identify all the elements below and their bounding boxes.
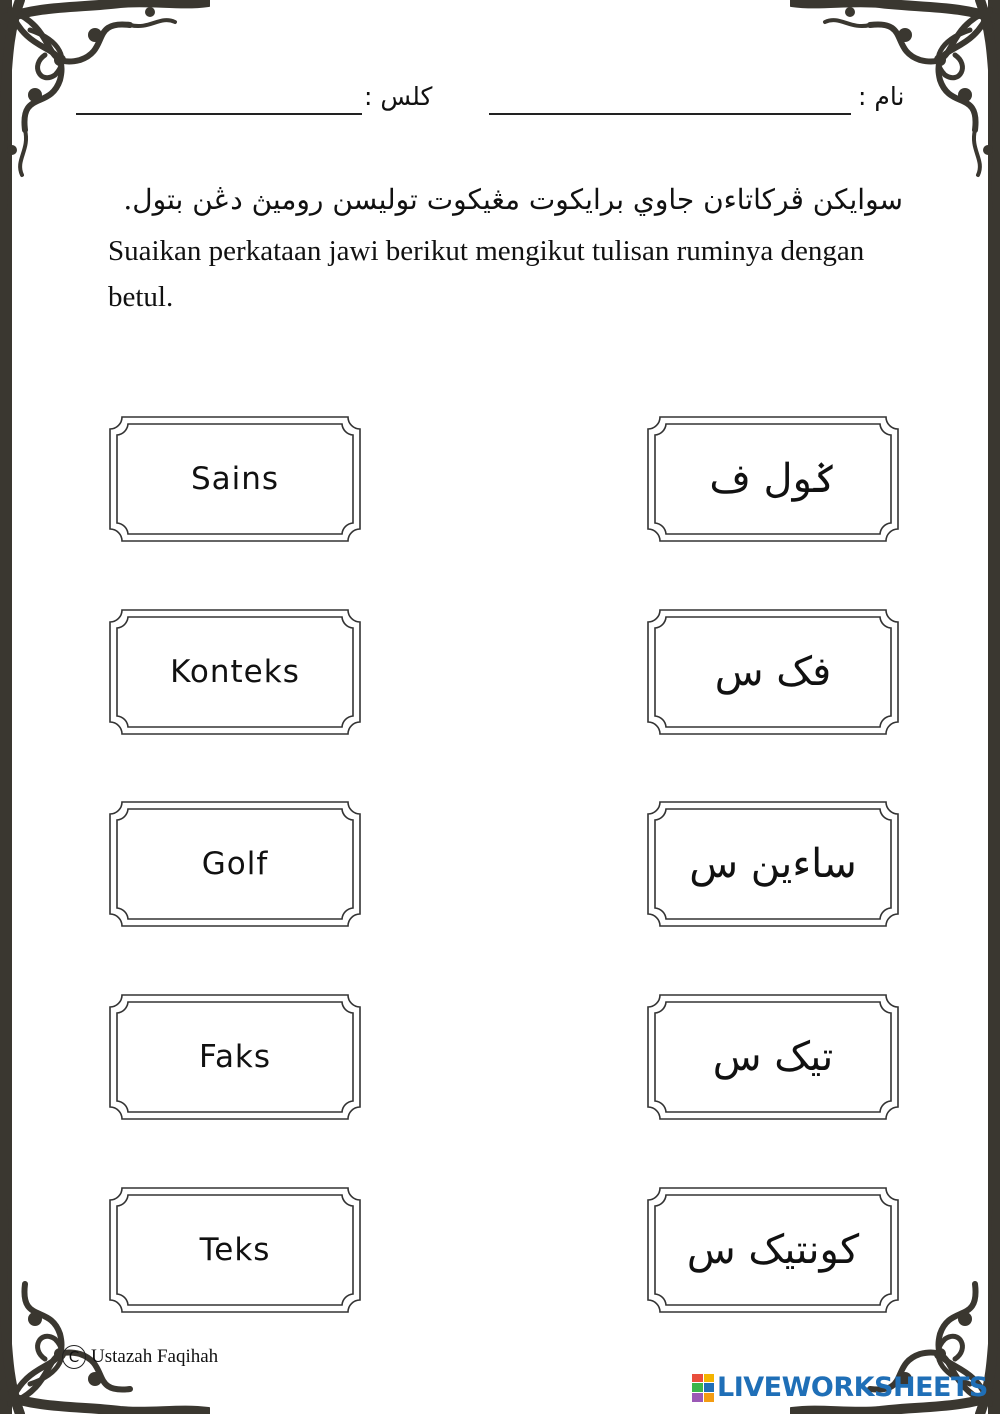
copyright-icon: C bbox=[62, 1345, 86, 1369]
right-card-label: ساءين س bbox=[689, 841, 857, 887]
right-card[interactable] bbox=[646, 993, 900, 1121]
name-label: نام : bbox=[858, 82, 905, 111]
left-card[interactable] bbox=[108, 608, 362, 736]
liveworksheets-icon bbox=[692, 1374, 714, 1402]
author-name: Ustazah Faqihah bbox=[91, 1346, 219, 1367]
right-card[interactable] bbox=[646, 415, 900, 543]
right-card[interactable] bbox=[646, 1186, 900, 1314]
right-card-label: کونتيک س bbox=[686, 1227, 860, 1273]
right-card[interactable] bbox=[646, 608, 900, 736]
left-card-label: Konteks bbox=[170, 654, 300, 690]
header-fields bbox=[70, 80, 915, 120]
left-card[interactable] bbox=[108, 993, 362, 1121]
class-label: كلس : bbox=[364, 82, 433, 111]
name-input-line[interactable] bbox=[489, 113, 851, 115]
left-card-label: Faks bbox=[198, 1039, 272, 1075]
right-card[interactable] bbox=[646, 800, 900, 928]
copyright-notice bbox=[62, 1345, 218, 1369]
left-card-label: Sains bbox=[190, 461, 280, 497]
instruction-jawi: سوايكن ڤركاتاءن جاوي برايكوت مڠيكوت توليسن روميڽ دڠن بتول. bbox=[123, 183, 903, 216]
left-card[interactable] bbox=[108, 415, 362, 543]
liveworksheets-wordmark: LIVEWORKSHEETS bbox=[717, 1372, 988, 1403]
left-card-label: Teks bbox=[199, 1232, 271, 1268]
class-input-line[interactable] bbox=[76, 113, 362, 115]
frame-left-border bbox=[0, 0, 12, 1414]
left-card[interactable] bbox=[108, 1186, 362, 1314]
liveworksheets-logo[interactable] bbox=[692, 1372, 988, 1403]
instruction-rumi: Suaikan perkataan jawi berikut mengikut tulisan ruminya dengan betul. bbox=[108, 235, 865, 313]
left-card[interactable] bbox=[108, 800, 362, 928]
right-card-label: فک س bbox=[714, 649, 832, 695]
frame-right-border bbox=[988, 0, 1000, 1414]
right-card-label: ݢول ف bbox=[709, 456, 837, 502]
left-card-label: Golf bbox=[201, 846, 269, 882]
right-card-label: تيک س bbox=[712, 1034, 834, 1080]
